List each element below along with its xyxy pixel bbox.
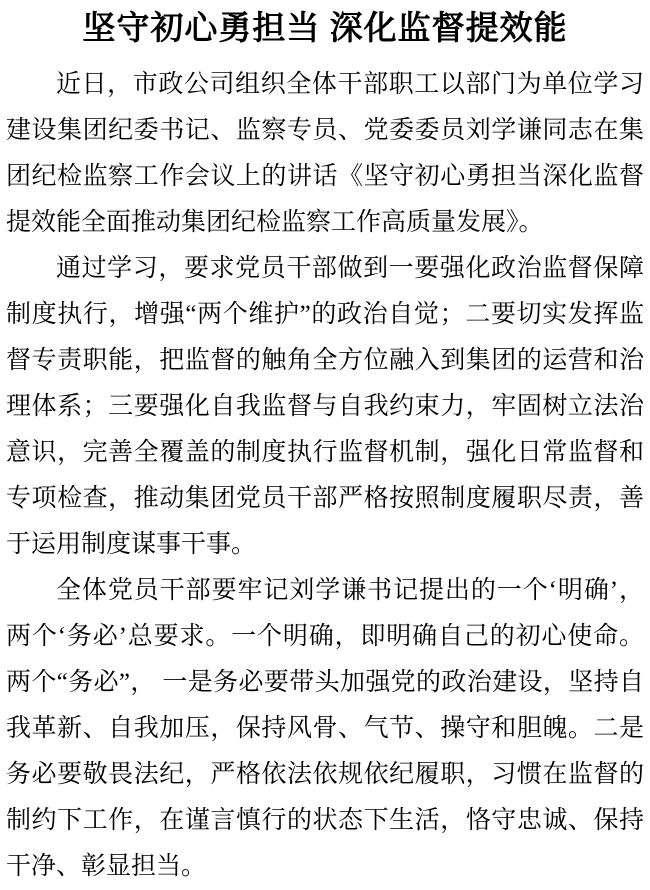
paragraph-requirements: 通过学习，要求党员干部做到一要强化政治监督保障制度执行，增强“两个维护”的政治自觉；二要切实发挥监督专责职能，把监督的触角全方位融入到集团的运营和治理体系；三要强化自我监督与自我约束力，牢固树立法治意识，完善全覆盖的制度执行监督机制，强化日常监督和专项检查，推动集团党员干部严格按照制度履职尽责，善于运用制度谋事干事。 xyxy=(6,255,644,558)
document-title: 坚守初心勇担当 深化监督提效能 xyxy=(82,11,568,47)
paragraph-summary: 全体党员干部要牢记刘学谦书记提出的一个‘明确’，两个‘务必’总要求。一个明确，即明确自己的初心使命。两个“务必”， 一是务必要带头加强党的政治建设，坚持自我革新、自我加压，保持风骨、气节、操守和胆魄。二是务必要敬畏法纪，严格依法依规依纪履职，习惯在监督的制约下工作，在谨言慎行的状态下生活，恪守忠诚、保持干净、彰显担当。 xyxy=(6,577,644,880)
paragraph-intro: 近日，市政公司组织全体干部职工以部门为单位学习建设集团纪委书记、监察专员、党委委员刘学谦同志在集团纪检监察工作会议上的讲话《坚守初心勇担当深化监督提效能全面推动集团纪检监察工作高质量发展》。 xyxy=(6,71,644,236)
document-body xyxy=(6,62,644,890)
